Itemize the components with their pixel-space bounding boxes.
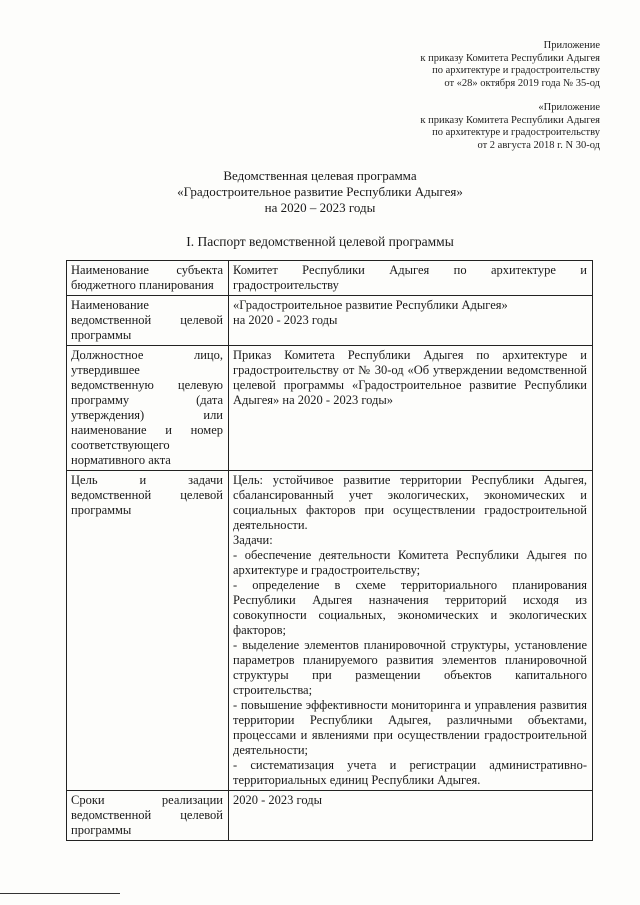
annex-header-original xyxy=(420,102,600,152)
table-row xyxy=(67,471,593,791)
row-value xyxy=(229,791,593,841)
annex-header-line: к приказу Комитета Республики Адыгея xyxy=(420,52,600,64)
passport-table xyxy=(66,260,593,841)
value-paragraph: - повышение эффективности мониторинга и управления развития территории Республики Адыгея, различными объектами, процессами и явлениями при осуществлении градостроительной деятельности; xyxy=(233,698,587,757)
annex-header-current xyxy=(420,40,600,90)
row-value xyxy=(229,346,593,471)
table-row xyxy=(67,261,593,296)
annex-header-line: Приложение xyxy=(543,40,600,51)
value-paragraph: Комитет Республики Адыгея по архитектуре и градостроительству xyxy=(233,263,587,292)
row-label: Сроки реализации ведомственной целевой программы xyxy=(67,791,229,841)
section-heading: I. Паспорт ведомственной целевой программы xyxy=(186,234,454,249)
value-paragraph: - выделение элементов планировочной структуры, установление параметров планируемого развития элементов планировочной структуры при размещении объектов капитального строительства; xyxy=(233,638,587,697)
annex-header-line: по архитектуре и градостроительству xyxy=(432,127,600,138)
value-paragraph: Приказ Комитета Республики Адыгея по архитектуре и градостроительству от № 30-од «Об утверждении ведомственной целевой программы «Градостроительное развитие Республики Адыгея» на 2020 - 2023 годы» xyxy=(233,348,587,407)
title-line: на 2020 – 2023 годы xyxy=(264,200,376,215)
row-value xyxy=(229,471,593,791)
value-paragraph: - обеспечение деятельности Комитета Республики Адыгея по архитектуре и градостроительству; xyxy=(233,548,587,577)
value-paragraph: - систематизация учета и регистрации административно-территориальных единиц Республики Адыгея. xyxy=(233,758,587,787)
annex-header-line: от «28» октября 2019 года № 35-од xyxy=(444,77,600,89)
row-value xyxy=(229,261,593,296)
title-line: «Градостроительное развитие Республики Адыгея» xyxy=(177,184,463,199)
row-label: Наименование ведомственной целевой программы xyxy=(67,296,229,346)
annex-header-line: по архитектуре и градостроительству xyxy=(432,65,600,76)
table-row xyxy=(67,346,593,471)
footnote-separator xyxy=(0,893,120,894)
value-paragraph: на 2020 - 2023 годы xyxy=(233,313,338,327)
value-paragraph: «Градостроительное развитие Республики Адыгея» xyxy=(233,298,508,312)
annex-header-line: к приказу Комитета Республики Адыгея xyxy=(420,114,600,126)
table-row xyxy=(67,296,593,346)
value-paragraph: Задачи: xyxy=(233,533,273,547)
row-value xyxy=(229,296,593,346)
row-label: Цель и задачи ведомственной целевой программы xyxy=(67,471,229,791)
value-paragraph: - определение в схеме территориального планирования Республики Адыгея назначения территорий исходя из совокупности социальных, экономических и экологических факторов; xyxy=(233,578,587,637)
row-label: Наименование субъекта бюджетного планирования xyxy=(67,261,229,296)
annex-header-line: «Приложение xyxy=(538,102,600,113)
document-title xyxy=(0,168,640,216)
table-row xyxy=(67,791,593,841)
row-label: Должностное лицо, утвердившее ведомственную целевую программу (дата утверждения) или наименование и номер соответствующего нормативного акта xyxy=(67,346,229,471)
title-line: Ведомственная целевая программа xyxy=(223,168,417,183)
value-paragraph: 2020 - 2023 годы xyxy=(233,793,323,807)
value-paragraph: Цель: устойчивое развитие территории Республики Адыгея, сбалансированный учет экологических, экономических и социальных факторов при осуществлении градостроительной деятельности. xyxy=(233,473,587,532)
annex-header-line: от 2 августа 2018 г. N 30-од xyxy=(477,139,600,151)
